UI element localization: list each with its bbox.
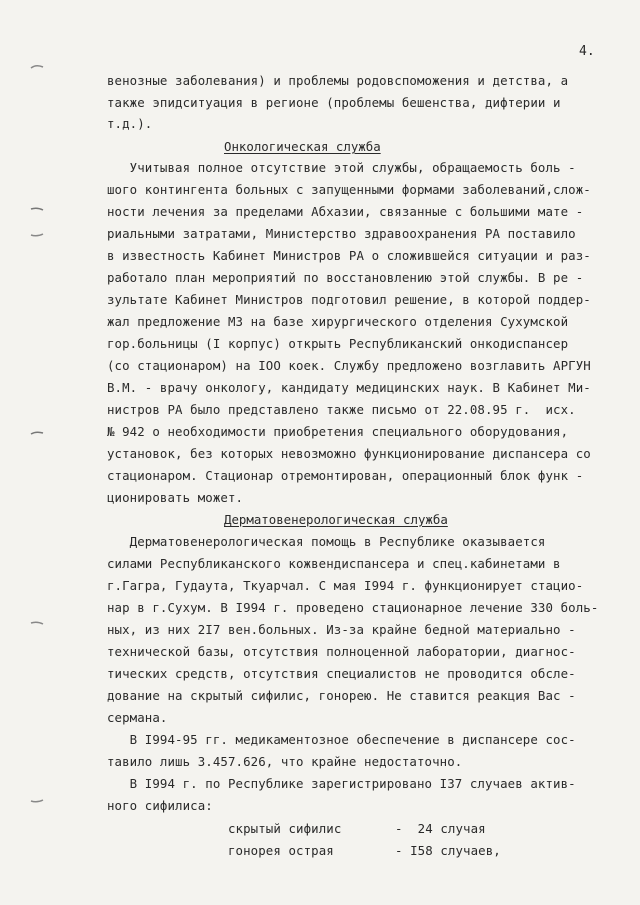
page-number: 4. — [579, 44, 595, 59]
text-line: В I994-95 гг. медикаментозное обеспечение в диспансере сос- — [107, 732, 576, 747]
margin-mark-icon — [30, 232, 44, 238]
text-line: ного сифилиса: — [107, 798, 213, 813]
text-line: зультате Кабинет Министров подготовил решение, в которой поддер- — [107, 292, 591, 307]
text-line: (со стационаром) на IOO коек. Службу предложено возглавить АРГУН — [107, 358, 591, 373]
text-line: Дерматовенерологическая помощь в Республике оказывается — [107, 534, 546, 549]
text-line: также эпидситуация в регионе (проблемы бешенства, дифтерии и — [107, 95, 561, 110]
text-line: гор.больницы (I корпус) открыть Республиканский онкодиспансер — [107, 336, 569, 351]
text-line: технической базы, отсутствия полноценной лаборатории, диагнос- — [107, 644, 576, 659]
text-line: т.д.). — [107, 116, 153, 131]
case-label: гонорея острая — [228, 843, 334, 858]
margin-mark-icon — [30, 620, 44, 626]
margin-mark-icon — [30, 206, 44, 212]
margin-mark-icon — [30, 430, 44, 436]
margin-mark-icon — [30, 64, 44, 70]
text-line: тических средств, отсутствия специалистов не проводится обсле- — [107, 666, 576, 681]
text-line: жал предложение МЗ на базе хирургического отделения Сухумской — [107, 314, 569, 329]
text-line: риальными затратами, Министерство здравоохранения РА поставило — [107, 226, 576, 241]
text-line: тавило лишь 3.457.626, что крайне недостаточно. — [107, 754, 463, 769]
case-value: - 24 случая — [395, 821, 486, 836]
text-line: сермана. — [107, 710, 168, 725]
case-value: - I58 случаев, — [395, 843, 501, 858]
text-line: В I994 г. по Республике зарегистрировано I37 случаев актив- — [107, 776, 576, 791]
section-heading-dermatovenerology: Дерматовенерологическая служба — [224, 512, 448, 527]
text-line: ных, из них 2I7 вен.больных. Из-за крайне бедной материально - — [107, 622, 576, 637]
text-line: г.Гагра, Гудаута, Ткуарчал. С мая I994 г. функционирует стацио- — [107, 578, 584, 593]
text-line: в известность Кабинет Министров РА о сложившейся ситуации и раз- — [107, 248, 591, 263]
text-line: шого контингента больных с запущенными формами заболеваний,слож- — [107, 182, 591, 197]
margin-mark-icon — [30, 798, 44, 804]
text-line: установок, без которых невозможно функционирование диспансера со — [107, 446, 591, 461]
text-line: Учитывая полное отсутствие этой службы, обращаемость боль - — [107, 160, 576, 175]
text-line: ности лечения за пределами Абхазии, связанные с большими мате - — [107, 204, 584, 219]
text-line: нистров РА было представлено также письмо от 22.08.95 г. исх. — [107, 402, 576, 417]
text-line: нар в г.Сухум. В I994 г. проведено стационарное лечение 330 боль- — [107, 600, 599, 615]
text-line: ционировать может. — [107, 490, 244, 505]
text-line: стационаром. Стационар отремонтирован, операционный блок функ - — [107, 468, 584, 483]
text-line: силами Республиканского кожвендиспансера и спец.кабинетами в — [107, 556, 561, 571]
text-line: работало план мероприятий по восстановлению этой службы. В ре - — [107, 270, 584, 285]
section-heading-oncology: Онкологическая служба — [224, 139, 381, 154]
text-line: В.М. - врачу онкологу, кандидату медицинских наук. В Кабинет Ми- — [107, 380, 591, 395]
text-line: венозные заболевания) и проблемы родовспоможения и детства, а — [107, 73, 569, 88]
case-label: скрытый сифилис — [228, 821, 342, 836]
text-line: № 942 о необходимости приобретения специального оборудования, — [107, 424, 569, 439]
text-line: дование на скрытый сифилис, гонорею. Не ставится реакция Вас - — [107, 688, 576, 703]
